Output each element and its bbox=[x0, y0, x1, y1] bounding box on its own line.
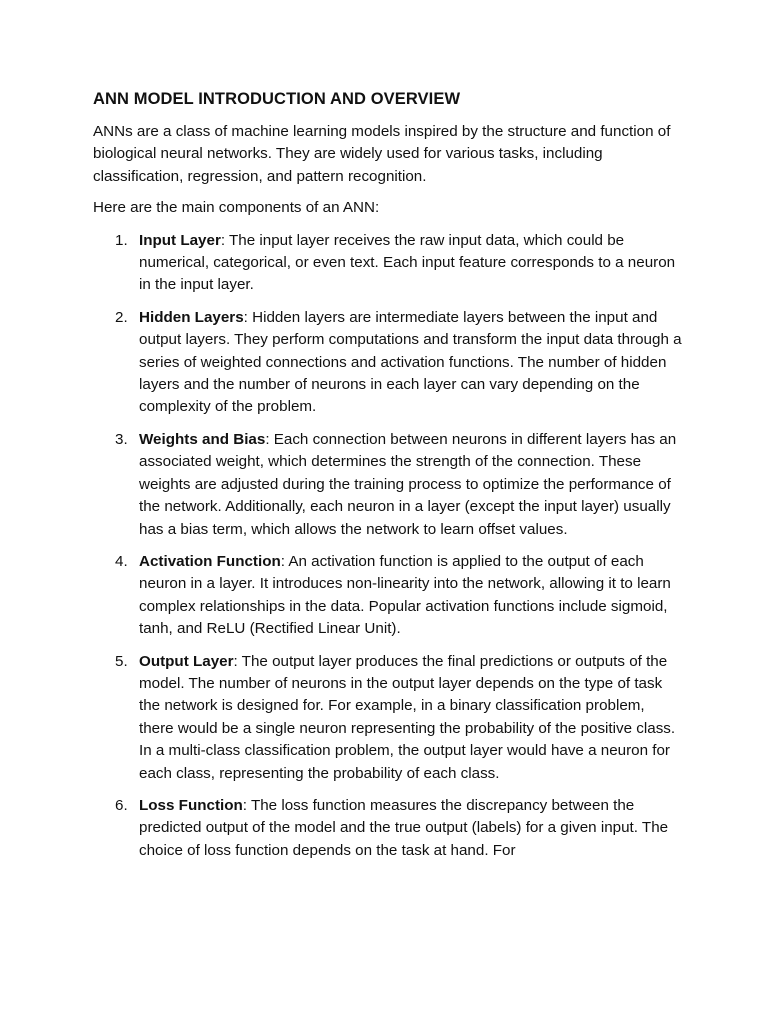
intro-paragraph: ANNs are a class of machine learning models inspired by the structure and function of biological neural networks. They are widely used for various tasks, including classification, regression, and pattern recognition. bbox=[93, 123, 671, 185]
list-number: 3. bbox=[115, 430, 128, 448]
component-item-weights-and-bias bbox=[93, 429, 683, 541]
component-term: Input Layer bbox=[139, 231, 221, 249]
component-term: Loss Function bbox=[139, 796, 243, 814]
document-content bbox=[93, 86, 683, 872]
list-number: 1. bbox=[115, 231, 128, 249]
component-description: : An activation function is applied to the output of each neuron in a layer. It introduces non-linearity into the network, allowing it to learn complex relationships in the data. Popular activation functions include sigmoid, tanh, and ReLU (Rectified Linear Unit). bbox=[139, 552, 671, 638]
component-description: : The input layer receives the raw input data, which could be numerical, categorical, or even text. Each input feature corresponds to a neuron in the input layer. bbox=[139, 231, 676, 294]
component-term: Weights and Bias bbox=[139, 430, 266, 448]
component-description: : The output layer produces the final predictions or outputs of the model. The number of neurons in the output layer depends on the type of task the network is designed for. For example, in a binary classification problem, there would be a single neuron representing the probability of the positive class. In a multi-class classification problem, the output layer would have a neuron for each class, representing the probability of each class. bbox=[139, 652, 676, 782]
component-description: : Hidden layers are intermediate layers between the input and output layers. They perform computations and transform the input data through a series of weighted connections and activation functions. The number of hidden layers and the number of neurons in each layer can vary depending on the complexity of the problem. bbox=[139, 308, 682, 416]
component-term: Hidden Layers bbox=[139, 308, 244, 326]
document-title: ANN MODEL INTRODUCTION AND OVERVIEW bbox=[93, 90, 461, 108]
list-number: 6. bbox=[115, 796, 128, 814]
component-term: Output Layer bbox=[139, 652, 234, 670]
component-item-input-layer bbox=[93, 230, 683, 297]
components-intro: Here are the main components of an ANN: bbox=[93, 199, 380, 217]
list-number: 2. bbox=[115, 308, 128, 326]
list-number: 4. bbox=[115, 552, 128, 570]
component-item-activation-function bbox=[93, 551, 683, 641]
component-item-loss-function bbox=[93, 795, 683, 862]
component-term: Activation Function bbox=[139, 552, 281, 570]
components-list bbox=[93, 230, 683, 863]
component-description: : Each connection between neurons in different layers has an associated weight, which determines the strength of the connection. These weights are adjusted during the training process to optimize the performance of the network. Additionally, each neuron in a layer (except the input layer) usually has a bias term, which allows the network to learn offset values. bbox=[139, 430, 677, 538]
component-item-hidden-layers bbox=[93, 307, 683, 419]
component-item-output-layer bbox=[93, 651, 683, 785]
list-number: 5. bbox=[115, 652, 128, 670]
component-description: : The loss function measures the discrepancy between the predicted output of the model and the true output (labels) for a given input. The choice of loss function depends on the task at hand. For bbox=[139, 796, 669, 859]
